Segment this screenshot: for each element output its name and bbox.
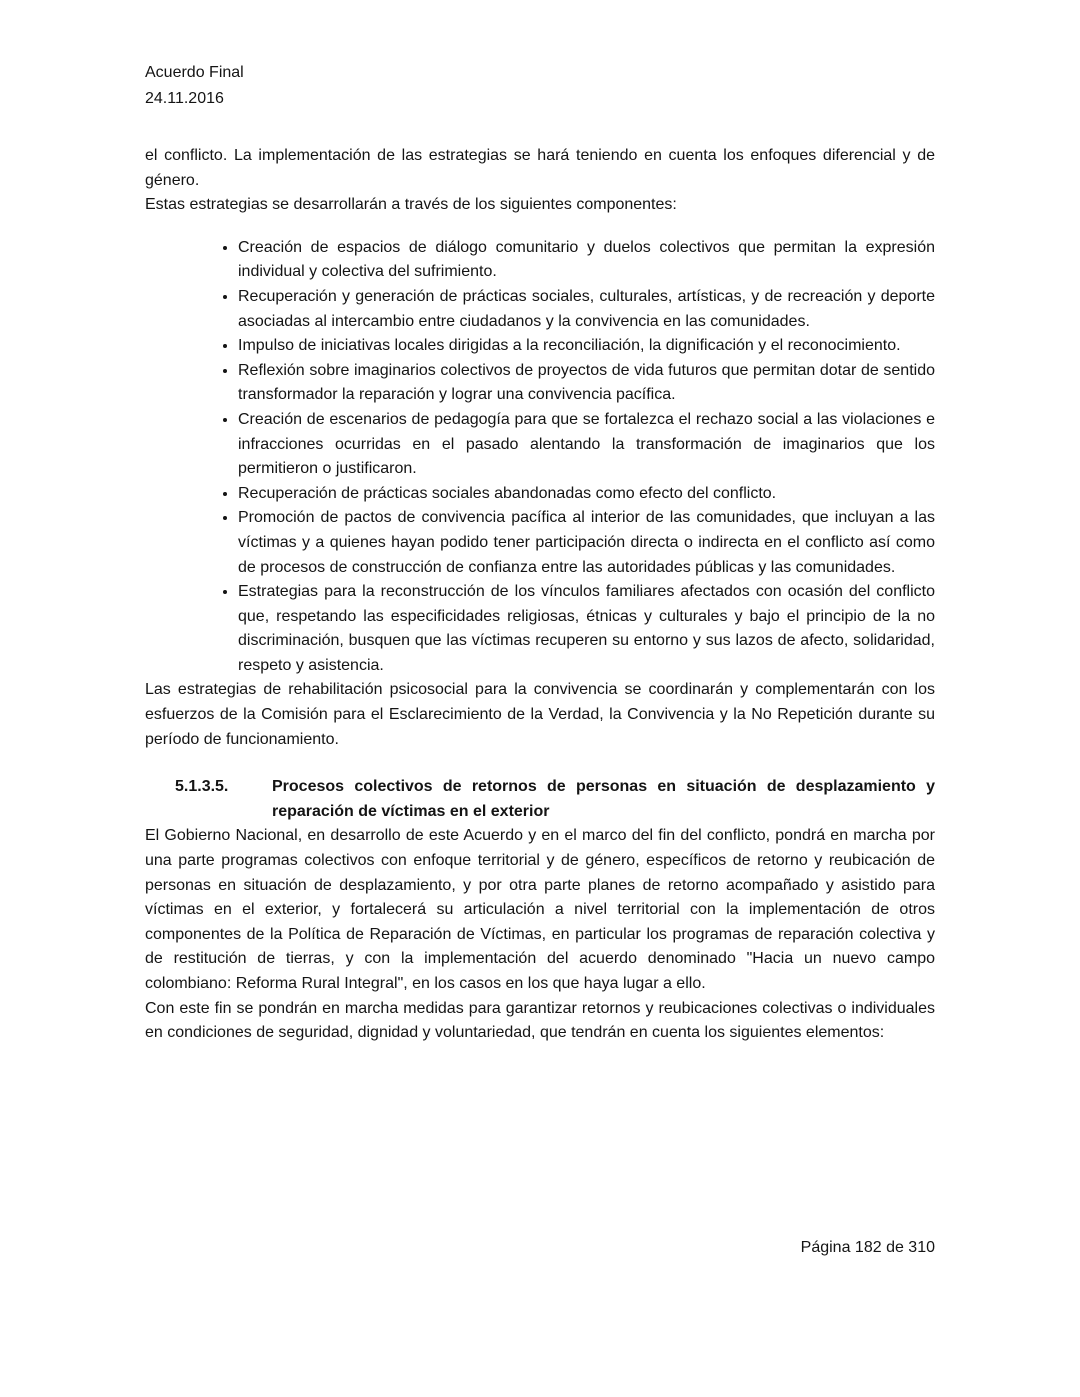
components-list [145, 236, 935, 679]
list-item: • Reflexión sobre imaginarios colectivos de proyectos de vida futuros que permitan dotar de sentido transformador la reparación y lograr una convivencia pacífica. [238, 359, 935, 408]
page-number: Página 182 de 310 [800, 1239, 935, 1256]
document-title: Acuerdo Final [145, 64, 244, 81]
document-date: 24.11.2016 [145, 90, 224, 107]
paragraph-con-este-fin: Con este fin se pondrán en marcha medidas para garantizar retornos y reubicaciones colectivas o individuales en condiciones de seguridad, dignidad y voluntariedad, que tendrán en cuenta los siguientes elementos: [145, 999, 935, 1042]
section-heading [175, 775, 935, 824]
document-header [145, 60, 244, 112]
list-item: • Promoción de pactos de convivencia pacífica al interior de las comunidades, que incluyan a las víctimas y a quienes hayan podido tener participación directa o indirecta en el conflicto así como de procesos de construcción de confianza entre las autoridades públicas y las comunidades. [238, 506, 935, 580]
section-number: 5.1.3.5. [175, 778, 229, 796]
list-item: • Impulso de iniciativas locales dirigidas a la reconciliación, la dignificación y el reconocimiento. [238, 334, 935, 359]
list-item: • Recuperación de prácticas sociales abandonadas como efecto del conflicto. [238, 482, 935, 507]
paragraph-coordination: Las estrategias de rehabilitación psicosocial para la convivencia se coordinarán y complementarán con los esfuerzos de la Comisión para el Esclarecimiento de la Verdad, la Convivencia y la No Repetición durante su período de funcionamiento. [145, 681, 935, 748]
paragraph-components-lead: Estas estrategias se desarrollarán a través de los siguientes componentes: [145, 196, 677, 214]
paragraph-gobierno-nacional: El Gobierno Nacional, en desarrollo de este Acuerdo y en el marco del fin del conflicto, pondrá en marcha por una parte programas colectivos con enfoque territorial y de género, específicos de retorno y reubicación de personas en situación de desplazamiento, y por otra parte planes de retorno acompañado y asistido para víctimas en el exterior, y fortalecerá su articulación a nivel territorial con la implementación de otros componentes de la Política de Reparación de Víctimas, en particular los programas de reparación colectiva y de restitución de tierras, y con la implementación del acuerdo denominado "Hacia un nuevo campo colombiano: Reforma Rural Integral", en los casos en los que haya lugar a ello. [145, 827, 935, 992]
document-body [145, 144, 935, 1046]
list-item: • Creación de escenarios de pedagogía para que se fortalezca el rechazo social a las violaciones e infracciones ocurridas en el pasado alentando la transformación de imaginarios que los permitieron o justificaron. [238, 408, 935, 482]
list-item: • Estrategias para la reconstrucción de los vínculos familiares afectados con ocasión del conflicto que, respetando las especificidades religiosas, étnicas y culturales y bajo el principio de la no discriminación, busquen que las víctimas recuperen su entorno y sus lazos de afecto, solidaridad, respeto y asistencia. [238, 580, 935, 678]
list-item: • Creación de espacios de diálogo comunitario y duelos colectivos que permitan la expresión individual y colectiva del sufrimiento. [238, 236, 935, 285]
section-title: Procesos colectivos de retornos de personas en situación de desplazamiento y reparación de víctimas en el exterior [272, 778, 935, 820]
paragraph-intro: el conflicto. La implementación de las estrategias se hará teniendo en cuenta los enfoques diferencial y de género. [145, 147, 935, 189]
list-item: • Recuperación y generación de prácticas sociales, culturales, artísticas, y de recreación y deporte asociadas al intercambio entre ciudadanos y la convivencia en las comunidades. [238, 285, 935, 334]
